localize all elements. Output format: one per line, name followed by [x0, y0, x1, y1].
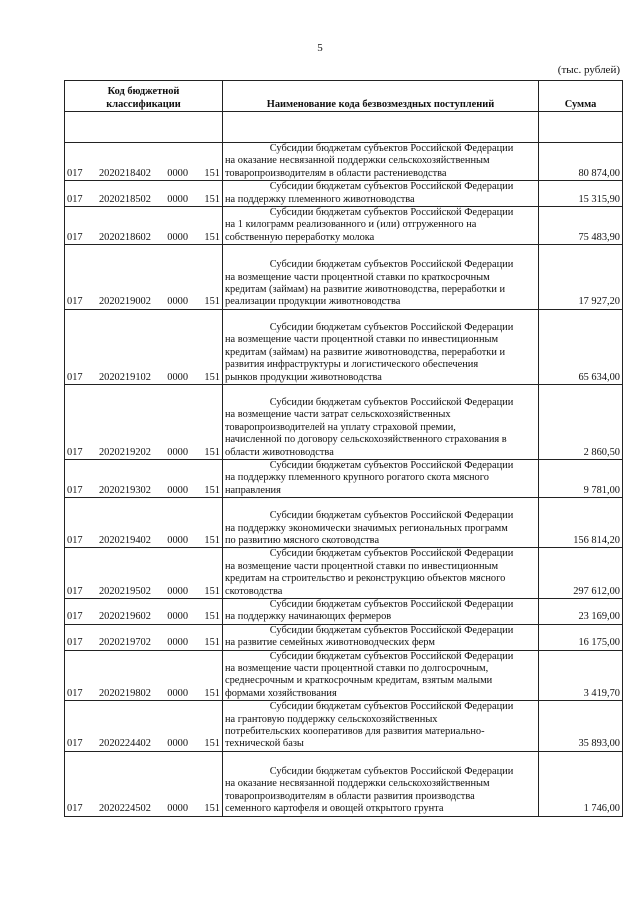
admin-code: 017 — [67, 738, 83, 750]
income-name-text: на развитие семейных животноводческих ферм — [225, 637, 435, 649]
spacer-cell-code — [65, 112, 223, 143]
income-name-title: Субсидии бюджетам субъектов Российской Федерации — [269, 510, 514, 522]
budget-code-cell — [65, 548, 223, 599]
amount-cell: 80 874,00 — [539, 143, 623, 181]
budget-code — [67, 447, 220, 459]
income-name-cell — [223, 599, 539, 625]
income-name-cell — [223, 143, 539, 181]
admin-code: 017 — [67, 687, 83, 699]
income-name-title: Субсидии бюджетам субъектов Российской Федерации — [269, 548, 514, 560]
kind-code: 151 — [204, 296, 220, 308]
program-code: 0000 — [167, 687, 189, 699]
income-name-cell — [223, 548, 539, 599]
amount-cell: 156 814,20 — [539, 498, 623, 548]
amount-cell: 65 634,00 — [539, 309, 623, 384]
income-name-text: на 1 килограмм реализованного и (или) отгруженного на собственную переработку молока — [225, 219, 477, 243]
budget-code-cell — [65, 245, 223, 310]
header-name: Наименование кода безвозмездных поступлений — [223, 81, 539, 112]
income-name-text: на возмещение части процентной ставки по инвестиционным кредитам на строительство и реконструкцию объектов мясного скотоводства — [225, 560, 506, 597]
program-code: 0000 — [167, 371, 189, 383]
kind-code: 151 — [204, 446, 220, 458]
admin-code: 017 — [67, 167, 83, 179]
income-name-cell — [223, 384, 539, 459]
table-row — [65, 245, 623, 310]
income-code: 2020224402 — [98, 738, 151, 750]
income-code: 2020219202 — [98, 446, 151, 458]
table-row — [65, 309, 623, 384]
program-code: 0000 — [167, 738, 189, 750]
income-code: 2020218602 — [98, 231, 151, 243]
amount-cell: 2 860,50 — [539, 384, 623, 459]
amount-cell: 23 169,00 — [539, 599, 623, 625]
table-row — [65, 548, 623, 599]
admin-code: 017 — [67, 231, 83, 243]
header-code — [65, 81, 223, 112]
income-name-cell — [223, 309, 539, 384]
income-code: 2020218402 — [98, 167, 151, 179]
income-code: 2020218502 — [98, 193, 151, 205]
income-code: 2020219102 — [98, 371, 151, 383]
budget-code-cell — [65, 498, 223, 548]
kind-code: 151 — [204, 738, 220, 750]
income-code: 2020219802 — [98, 687, 151, 699]
budget-code-cell — [65, 751, 223, 816]
income-name-text: на поддержку начинающих фермеров — [225, 611, 392, 623]
income-code: 2020219702 — [98, 637, 151, 649]
program-code: 0000 — [167, 231, 189, 243]
amount-cell: 15 315,90 — [539, 181, 623, 207]
income-name-cell — [223, 245, 539, 310]
income-name-cell — [223, 701, 539, 752]
income-name-title: Субсидии бюджетам субъектов Российской Федерации — [269, 259, 514, 271]
budget-code-cell — [65, 599, 223, 625]
page-number: 5 — [317, 42, 323, 54]
income-name-text: на поддержку племенного животноводства — [225, 193, 415, 205]
kind-code: 151 — [204, 193, 220, 205]
income-name-title: Субсидии бюджетам субъектов Российской Федерации — [269, 143, 514, 154]
amount-cell: 1 746,00 — [539, 751, 623, 816]
budget-code — [67, 194, 220, 206]
header-spacer-row — [65, 112, 623, 143]
income-name-text: на возмещение части затрат сельскохозяйственных товаропроизводителей на уплату страховой премии, начисленной по договору сельскохозяйственного страхования в области животноводства — [225, 409, 507, 458]
budget-code — [67, 586, 220, 598]
budget-code-cell — [65, 701, 223, 752]
table-row — [65, 599, 623, 625]
amount-cell: 35 893,00 — [539, 701, 623, 752]
program-code: 0000 — [167, 534, 189, 546]
budget-code — [67, 637, 220, 649]
income-name-title: Субсидии бюджетам субъектов Российской Федерации — [269, 624, 514, 636]
admin-code: 017 — [67, 585, 83, 597]
spacer-cell-sum — [539, 112, 623, 143]
income-name-title: Субсидии бюджетам субъектов Российской Федерации — [269, 321, 514, 333]
budget-code — [67, 688, 220, 700]
admin-code: 017 — [67, 637, 83, 649]
kind-code: 151 — [204, 611, 220, 623]
budget-code — [67, 803, 220, 815]
budget-code — [67, 485, 220, 497]
table-body — [65, 143, 623, 817]
income-name-text: на оказание несвязанной поддержки сельскохозяйственным товаропроизводителям в области развития производства семенного картофеля и овощей открытого грунта — [225, 778, 490, 815]
income-name-cell — [223, 624, 539, 650]
program-code: 0000 — [167, 296, 189, 308]
income-name-text: на возмещение части процентной ставки по инвестиционным кредитам (займам) на развитие животноводства, переработки и развития инфраструктуры и логистического обеспечения рынков продукции животноводства — [225, 334, 506, 383]
table-row — [65, 459, 623, 497]
income-name-title: Субсидии бюджетам субъектов Российской Федерации — [269, 701, 514, 713]
admin-code: 017 — [67, 484, 83, 496]
spacer-cell-name — [223, 112, 539, 143]
budget-code — [67, 296, 220, 308]
admin-code: 017 — [67, 803, 83, 815]
budget-code — [67, 232, 220, 244]
budget-code-cell — [65, 181, 223, 207]
table-row — [65, 384, 623, 459]
admin-code: 017 — [67, 296, 83, 308]
table-row — [65, 207, 623, 245]
kind-code: 151 — [204, 371, 220, 383]
table-row — [65, 498, 623, 548]
header-code-line2: классификации — [106, 99, 181, 110]
kind-code: 151 — [204, 167, 220, 179]
income-name-cell — [223, 751, 539, 816]
table-header-row — [65, 81, 623, 112]
program-code: 0000 — [167, 585, 189, 597]
kind-code: 151 — [204, 231, 220, 243]
budget-code-cell — [65, 207, 223, 245]
budget-code — [67, 535, 220, 547]
income-name-title: Субсидии бюджетам субъектов Российской Федерации — [269, 181, 514, 193]
budget-code-cell — [65, 309, 223, 384]
income-name-cell — [223, 498, 539, 548]
income-name-cell — [223, 459, 539, 497]
table-row — [65, 650, 623, 701]
amount-cell: 3 419,70 — [539, 650, 623, 701]
amount-cell: 17 927,20 — [539, 245, 623, 310]
income-name-title: Субсидии бюджетам субъектов Российской Федерации — [269, 650, 514, 662]
income-name-text: на поддержку племенного крупного рогатого скота мясного направления — [225, 472, 489, 496]
admin-code: 017 — [67, 446, 83, 458]
table-row — [65, 701, 623, 752]
income-name-text: на поддержку экономически значимых региональных программ по развитию мясного скотоводства — [225, 522, 508, 546]
header-sum: Сумма — [539, 81, 623, 112]
income-name-title: Субсидии бюджетам субъектов Российской Федерации — [269, 459, 514, 471]
income-name-title: Субсидии бюджетам субъектов Российской Федерации — [269, 396, 514, 408]
program-code: 0000 — [167, 637, 189, 649]
budget-code — [67, 738, 220, 750]
header-code-line1: Код бюджетной — [107, 86, 180, 97]
program-code: 0000 — [167, 611, 189, 623]
budget-code-cell — [65, 384, 223, 459]
admin-code: 017 — [67, 611, 83, 623]
table-row — [65, 751, 623, 816]
program-code: 0000 — [167, 446, 189, 458]
program-code: 0000 — [167, 193, 189, 205]
amount-cell: 75 483,90 — [539, 207, 623, 245]
budget-code — [67, 168, 220, 180]
program-code: 0000 — [167, 484, 189, 496]
program-code: 0000 — [167, 167, 189, 179]
income-name-text: на возмещение части процентной ставки по краткосрочным кредитам (займам) на развитие животноводства, переработки и реализации продукции животноводства — [225, 271, 506, 308]
program-code: 0000 — [167, 803, 189, 815]
amount-cell: 9 781,00 — [539, 459, 623, 497]
kind-code: 151 — [204, 534, 220, 546]
kind-code: 151 — [204, 637, 220, 649]
income-name-text: на оказание несвязанной поддержки сельскохозяйственным товаропроизводителям в области растениеводства — [225, 155, 490, 179]
income-code: 2020219502 — [98, 585, 151, 597]
income-name-cell — [223, 650, 539, 701]
budget-code-cell — [65, 459, 223, 497]
income-name-title: Субсидии бюджетам субъектов Российской Федерации — [269, 599, 514, 610]
income-name-text: на грантовую поддержку сельскохозяйственных потребительских кооперативов для развития материально- технической базы — [225, 713, 485, 750]
table-row — [65, 624, 623, 650]
budget-code-cell — [65, 650, 223, 701]
admin-code: 017 — [67, 371, 83, 383]
income-code: 2020219302 — [98, 484, 151, 496]
budget-code-cell — [65, 143, 223, 181]
income-code: 2020219002 — [98, 296, 151, 308]
budget-code-cell — [65, 624, 223, 650]
kind-code: 151 — [204, 484, 220, 496]
income-name-title: Субсидии бюджетам субъектов Российской Федерации — [269, 207, 514, 219]
units-label: (тыс. рублей) — [557, 64, 620, 76]
kind-code: 151 — [204, 585, 220, 597]
table-row — [65, 181, 623, 207]
kind-code: 151 — [204, 687, 220, 699]
income-name-title: Субсидии бюджетам субъектов Российской Федерации — [269, 765, 514, 777]
budget-table — [64, 80, 623, 817]
income-code: 2020219602 — [98, 611, 151, 623]
amount-cell: 16 175,00 — [539, 624, 623, 650]
income-name-text: на возмещение части процентной ставки по долгосрочным, среднесрочным и краткосрочным кредитам, взятым малыми формами хозяйствования — [225, 663, 493, 699]
budget-code — [67, 372, 220, 384]
budget-code — [67, 611, 220, 623]
income-code: 2020219402 — [98, 534, 151, 546]
income-code: 2020224502 — [98, 803, 151, 815]
admin-code: 017 — [67, 534, 83, 546]
income-name-cell — [223, 181, 539, 207]
income-name-cell — [223, 207, 539, 245]
table-row — [65, 143, 623, 181]
admin-code: 017 — [67, 193, 83, 205]
kind-code: 151 — [204, 803, 220, 815]
amount-cell: 297 612,00 — [539, 548, 623, 599]
